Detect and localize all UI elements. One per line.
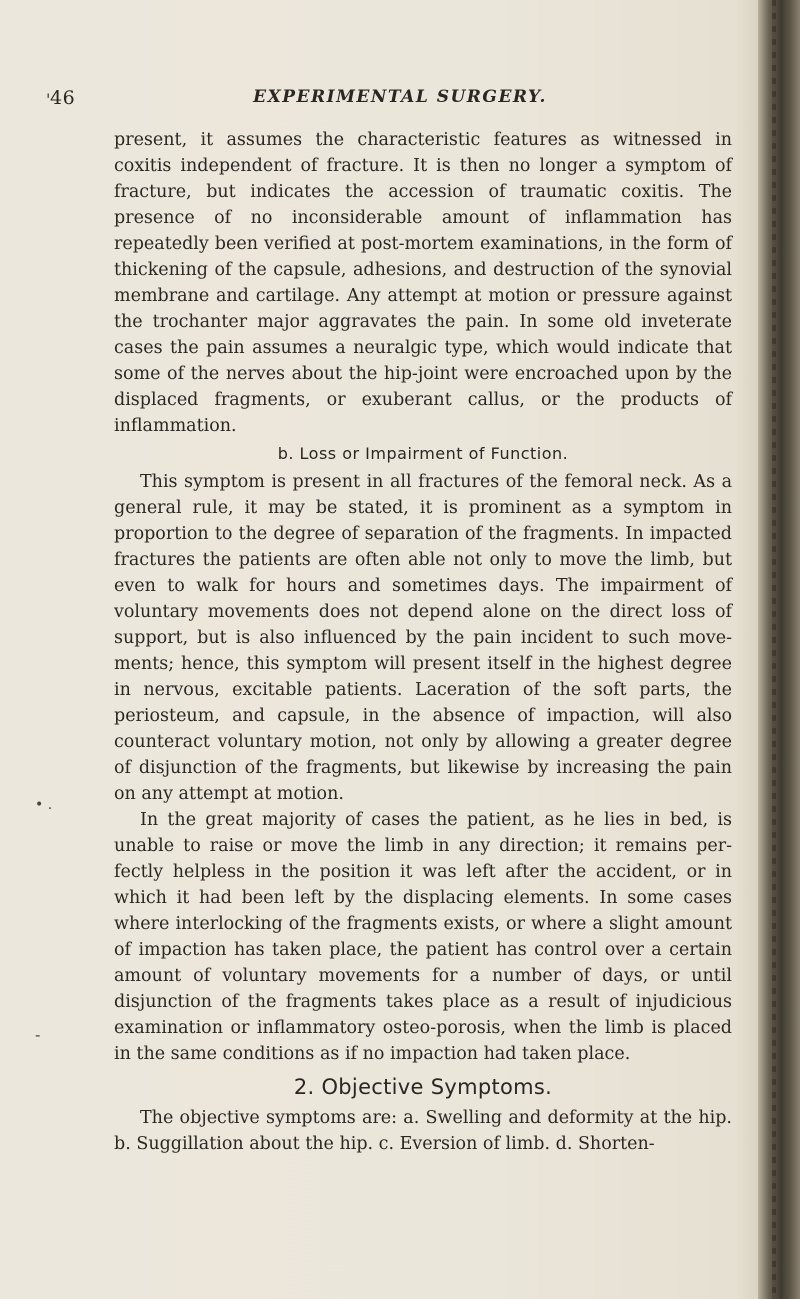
paragraph-objective-symptoms: The objective symptoms are: a. Swelling and deformity at the hip. b. Suggillation about the hip. c. Eversion of limb. d. Shorten- <box>114 1108 732 1154</box>
book-binding-edge <box>758 0 800 1299</box>
paragraph-loss-of-function: This symptom is present in all fractures of the femoral neck. As a general rule, it may be stated, it is prominent as a symptom in proportion to the degree of separation of the fragments. In impacted fractures the patients are often able not only to move the limb, but even to walk for hours and sometimes days. The impairment of voluntary movements does not depend alone on the direct loss of support, but is also influenced by the pain incident to such move- ments; hence, this symptom will present itself in the highest degree in nervous, excitable patients. Laceration of the soft parts, the periosteum, and capsule, in the absence of impaction, will also counteract voluntary motion, not only by allowing a greater degree of disjunction of the fragments, but likewise by increasing the pain on any attempt at motion. <box>114 472 732 804</box>
margin-dash: - <box>35 1025 41 1044</box>
page-body <box>114 127 732 1157</box>
margin-dots: • . <box>35 797 53 813</box>
paragraph-pain-continued: present, it assumes the characteristic features as witnessed in coxitis independent of fracture. It is then no longer a symptom of fracture, but indicates the accession of traumatic coxitis. The presence of no inconsiderable amount of inflammation has repeatedly been verified at post-mortem examinations, in the form of thickening of the capsule, adhesions, and destruction of the synovial membrane and cartilage. Any attempt at motion or pressure against the trochanter major aggravates the pain. In some old inveterate cases the pain assumes a neuralgic type, which would indicate that some of the nerves about the hip-joint were encroached upon by the displaced fragments, or exuberant callus, or the products of inflammation. <box>114 130 732 436</box>
page-number: 46 <box>50 87 76 109</box>
margin-tick: ' <box>46 90 51 109</box>
running-head: EXPERIMENTAL SURGERY. <box>253 87 547 107</box>
section-heading-objective-symptoms: 2. Objective Symptoms. <box>293 1075 553 1099</box>
page-header <box>50 87 750 117</box>
paragraph-helpless-limb: In the great majority of cases the patient, as he lies in bed, is unable to raise or move the limb in any direction; it remains per- fectly helpless in the position it was left after the accident, or in which it had been left by the displacing elements. In some cases where interlocking of the fragments exists, or where a slight amount of impaction has taken place, the patient has control over a certain amount of voluntary movements for a number of days, or until disjunction of the fragments takes place as a result of injudicious examination or inflammatory osteo-porosis, when the limb is placed in the same conditions as if no impaction had taken place. <box>114 810 732 1064</box>
subhead-loss-of-function: b. Loss or Impairment of Function. <box>277 444 569 463</box>
